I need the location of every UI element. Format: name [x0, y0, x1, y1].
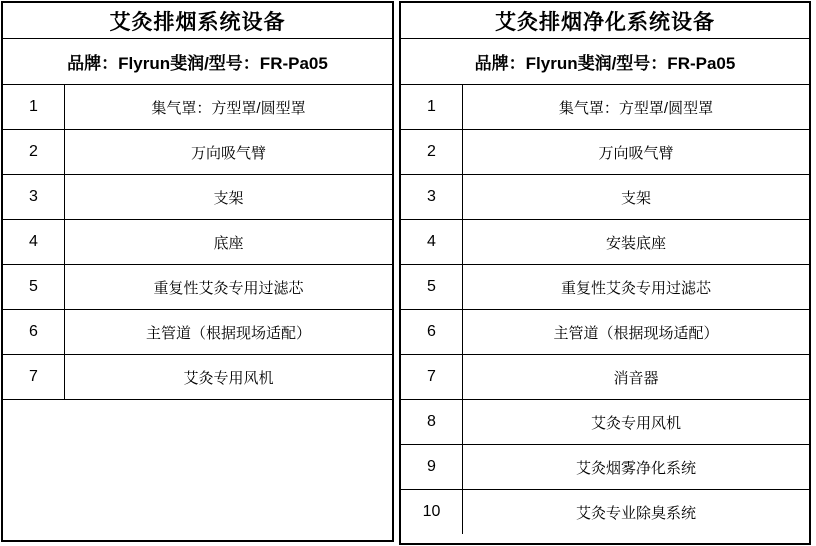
- row-number: 3: [401, 175, 463, 219]
- row-number: 2: [401, 130, 463, 174]
- left-table-empty-cell: [3, 399, 392, 540]
- row-number: 6: [3, 310, 65, 354]
- table-row: [401, 354, 809, 399]
- right-table-rows: [401, 84, 809, 534]
- row-item: 重复性艾灸专用过滤芯: [153, 279, 304, 297]
- row-number: 9: [401, 445, 463, 489]
- row-item: 艾灸专用风机: [590, 414, 681, 432]
- row-item: 消音器: [613, 369, 659, 387]
- table-row: [401, 489, 809, 534]
- row-item: 艾灸专业除臭系统: [575, 504, 696, 522]
- table-row: [3, 309, 392, 354]
- row-number: 7: [401, 355, 463, 399]
- row-item: 底座: [213, 234, 244, 252]
- right-table-title: 艾灸排烟净化系统设备: [495, 10, 715, 34]
- left-table-title: 艾灸排烟系统设备: [109, 10, 286, 34]
- row-item: 集气罩：方型罩/圆型罩: [151, 99, 306, 117]
- table-row: [401, 264, 809, 309]
- table-row: [401, 399, 809, 444]
- row-item: 安装底座: [605, 234, 666, 252]
- row-number: 4: [3, 220, 65, 264]
- row-number: 10: [401, 490, 463, 534]
- row-item: 万向吸气臂: [598, 144, 674, 162]
- row-number: 1: [3, 85, 65, 129]
- table-row: [401, 84, 809, 129]
- table-row: [401, 174, 809, 219]
- row-item: 艾灸专用风机: [183, 369, 274, 387]
- table-row: [3, 129, 392, 174]
- table-row: [3, 84, 392, 129]
- row-item: 万向吸气臂: [190, 144, 266, 162]
- row-number: 8: [401, 400, 463, 444]
- smoke-exhaust-system-table: [1, 1, 394, 542]
- table-row: [3, 354, 392, 399]
- row-number: 7: [3, 355, 65, 399]
- table-row: [3, 264, 392, 309]
- row-item: 艾灸烟雾净化系统: [575, 459, 696, 477]
- row-item: 集气罩：方型罩/圆型罩: [558, 99, 714, 117]
- table-row: [3, 174, 392, 219]
- row-item: 重复性艾灸专用过滤芯: [560, 279, 711, 297]
- row-number: 4: [401, 220, 463, 264]
- table-row: [401, 129, 809, 174]
- table-row: [401, 309, 809, 354]
- row-number: 1: [401, 85, 463, 129]
- row-number: 3: [3, 175, 65, 219]
- table-row: [401, 219, 809, 264]
- row-item: 支架: [213, 189, 244, 207]
- row-number: 5: [401, 265, 463, 309]
- row-item: 支架: [620, 189, 651, 207]
- row-number: 6: [401, 310, 463, 354]
- table-row: [401, 444, 809, 489]
- left-table-brand-model: 品牌：Flyrun斐润/型号：FR-Pa05: [3, 38, 392, 84]
- row-number: 5: [3, 265, 65, 309]
- right-table-brand-model: 品牌：Flyrun斐润/型号：FR-Pa05: [401, 38, 809, 84]
- row-number: 2: [3, 130, 65, 174]
- table-row: [3, 219, 392, 264]
- row-item: 主管道（根据现场适配）: [553, 324, 719, 342]
- smoke-purification-system-table: [399, 1, 811, 545]
- left-table-rows: [3, 84, 392, 399]
- row-item: 主管道（根据现场适配）: [145, 324, 311, 342]
